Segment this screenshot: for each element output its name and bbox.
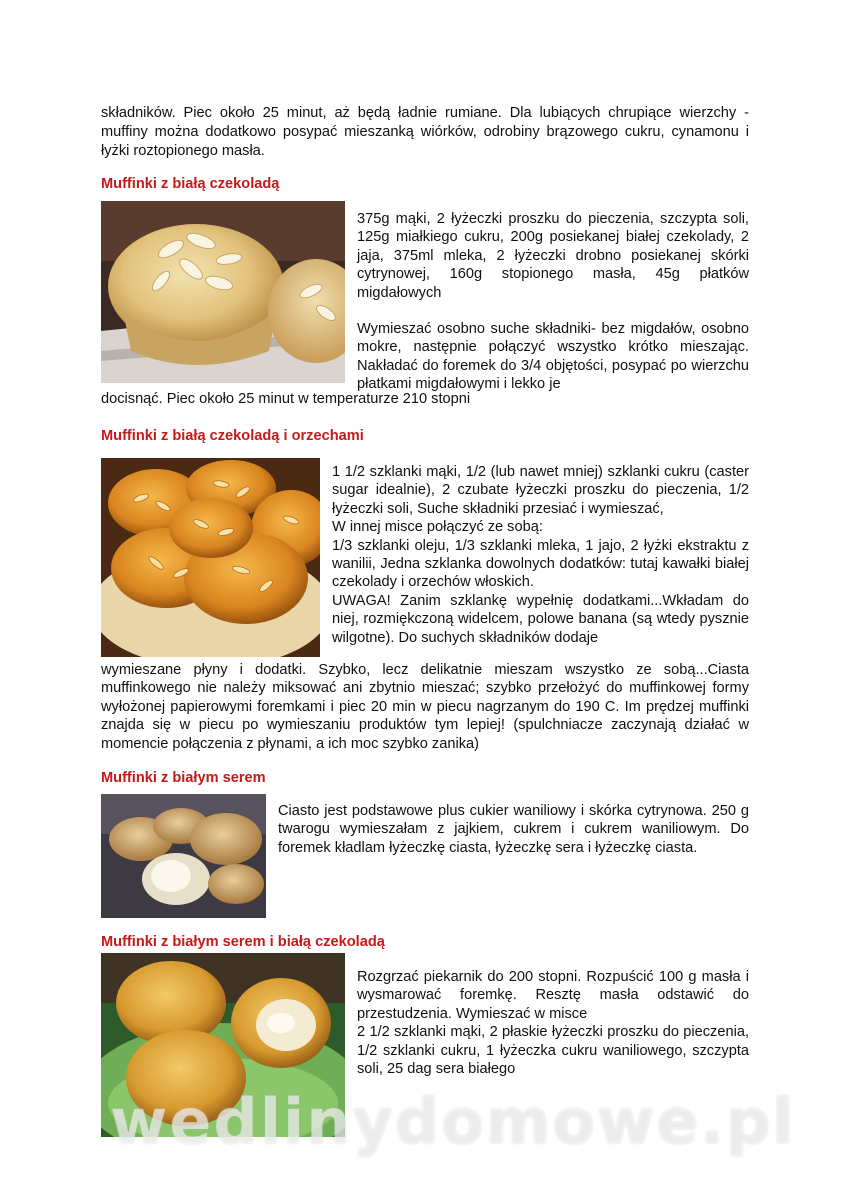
recipe-title-cheese-white-chocolate: Muffinki z białym serem i białą czekoladą — [101, 934, 385, 950]
white-chocolate-nut-muffins-photo — [101, 458, 320, 657]
recipe-3-side-text — [278, 802, 749, 857]
recipe-2-dry-ingredients: 1 1/2 szklanki mąki, 1/2 (lub nawet mniej) szklanki cukru (caster sugar idealnie), 2 czubate łyżeczki proszku do pieczenia, 1/2 łyżeczki soli, Suche składniki przesiać i wymieszać, — [332, 464, 749, 517]
recipe-4-side-text — [357, 968, 749, 1078]
recipe-2-side-text — [332, 463, 749, 647]
recipe-4-preparation: Rozgrzać piekarnik do 200 stopni. Rozpuścić 100 g masła i wysmarować foremkę. Resztę masła odstawić do przestudzenia. Wymieszać w misce — [357, 969, 749, 1022]
recipe-1-ingredients: 375g mąki, 2 łyżeczki proszku do pieczenia, szczypta soli, 125g miałkiego cukru, 200g posiekanej białej czekolady, 2 jaja, 375ml mleka, 2 łyżeczki drobno posiekanej skórki cytrynowej, 160g stopionego masła, 45g płatków migdałowych — [357, 211, 749, 301]
recipe-1-side-text — [357, 210, 749, 394]
recipe-4-ingredients: 2 1/2 szklanki mąki, 2 płaskie łyżeczki proszku do pieczenia, 1/2 szklanki cukru, 1 łyżeczka cukru waniliowego, szczypta soli, 25 dag sera białego — [357, 1024, 749, 1078]
cheese-muffins-photo — [101, 794, 266, 918]
watermark: wedlinydomowe.pl — [110, 1085, 796, 1158]
cheese-white-chocolate-muffins-photo — [101, 953, 345, 1137]
recipe-1-method: Wymieszać osobno suche składniki- bez migdałów, osobno mokre, następnie połączyć wszystko krótko mieszając. Nakładać do foremek do 3/4 objętości, posypać po wierzchu płatkami migdałowymi i lekko je — [357, 321, 749, 393]
intro-paragraph: składników. Piec około 25 minut, aż będą ładnie rumiane. Dla lubiących chrupiące wierzchy - muffiny można dodatkowo posypać mieszanką wiórków, odrobiny brązowego cukru, cynamonu i łyżki roztopionego masła. — [101, 105, 749, 160]
recipe-title-cheese: Muffinki z białym serem — [101, 770, 266, 786]
recipe-2-note: UWAGA! Zanim szklankę wypełnię dodatkami...Wkładam do niej, rozmiękczoną widelcem, polowe banana (są wtedy pysznie wilgotne). Do suchych składników dodaje — [332, 592, 749, 646]
recipe-title-white-chocolate: Muffinki z białą czekoladą — [101, 176, 280, 192]
recipe-2-wet-intro: W innej misce połączyć ze sobą: — [332, 519, 543, 536]
recipe-title-white-chocolate-nuts: Muffinki z białą czekoladą i orzechami — [101, 428, 364, 444]
recipe-3-description: Ciasto jest podstawowe plus cukier waniliowy i skórka cytrynowa. 250 g twarogu wymieszałam z jajkiem, cukrem i cukrem waniliowym. Do foremek kładlam łyżeczkę ciasta, łyżeczkę sera i łyżeczkę ciasta. — [278, 803, 749, 856]
recipe-1-method-continued: docisnąć. Piec około 25 minut w temperaturze 210 stopni — [101, 391, 471, 407]
white-chocolate-muffins-photo — [101, 201, 345, 383]
recipe-2-wet-ingredients: 1/3 szklanki oleju, 1/3 szklanki mleka, 1 jajo, 2 łyżki ekstraktu z wanilii, Jedna szklanka dowolnych dodatków: tutaj kawałki białej czekolady i orzechów włoskich. — [332, 537, 749, 591]
recipe-2-method: wymieszane płyny i dodatki. Szybko, lecz delikatnie mieszam wszystko ze sobą...Ciasta muffinkowego nie należy miksować ani zbytnio mieszać; szybko przełożyć do muffinkowej formy wyłożonej papierowymi foremkami i piec 20 min w piecu nagrzanym do 190 C. Im prędzej muffinki znajda się w piecu po wymieszaniu produktów tym lepiej! (spulchniacze zaczynają działać w momencie połączenia z płynami, a ich moc szybko zanika) — [101, 662, 749, 752]
